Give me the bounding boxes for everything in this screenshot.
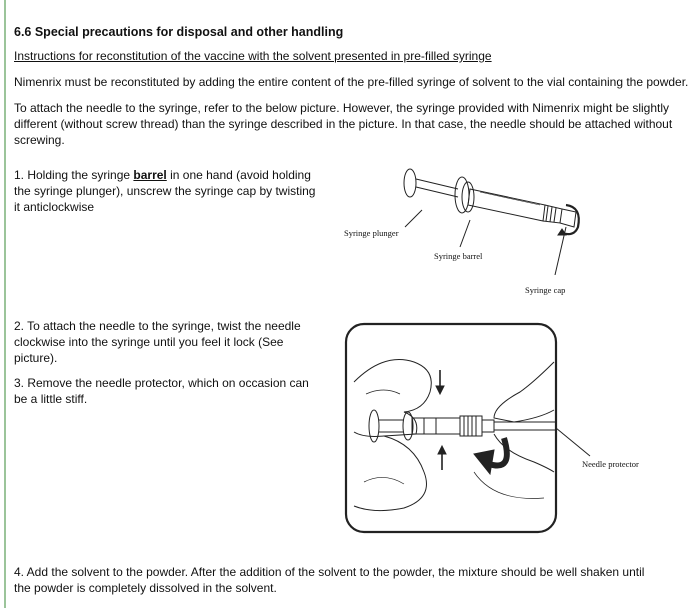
step-2-line-2: clockwise into the syringe until you feel it lock (See bbox=[14, 335, 284, 349]
up-arrow bbox=[438, 446, 446, 454]
plunger-leader bbox=[405, 210, 422, 227]
attach-paragraph-line-2: different (without screw thread) than the syringe described in the picture. In that case, the needle should be attached without bbox=[14, 117, 673, 131]
step-2-line-1: 2. To attach the needle to the syringe, twist the needle bbox=[14, 319, 301, 333]
figure-frame bbox=[346, 324, 556, 532]
syringe-barrel-body bbox=[468, 189, 545, 221]
section-subheading: Instructions for reconstitution of the vaccine with the solvent presented in pre-filled syringe bbox=[14, 49, 492, 63]
plunger-flange bbox=[369, 410, 379, 442]
step-3-line-2: be a little stiff. bbox=[14, 392, 88, 406]
step-3-line-1: 3. Remove the needle protector, which on occasion can bbox=[14, 376, 309, 390]
label-syringe-plunger: Syringe plunger bbox=[344, 228, 399, 238]
attach-paragraph-line-1: To attach the needle to the syringe, refer to the below picture. However, the syringe provided with Nimenrix might be slightly bbox=[14, 101, 670, 115]
needle-protector-leader bbox=[556, 428, 590, 456]
needle-attachment-figure bbox=[344, 322, 664, 536]
barrel-emphasis: barrel bbox=[133, 168, 167, 182]
down-arrow bbox=[436, 386, 444, 394]
section-heading: 6.6 Special precautions for disposal and other handling bbox=[14, 25, 344, 39]
step-2-line-3: picture). bbox=[14, 351, 58, 365]
needle-protector bbox=[494, 422, 556, 430]
left-margin-bar bbox=[4, 0, 6, 608]
right-hand-outline bbox=[494, 362, 554, 422]
label-needle-protector: Needle protector bbox=[582, 459, 639, 469]
intro-paragraph: Nimenrix must be reconstituted by adding the entire content of the pre-filled syringe of solvent to the vial containing the powder. bbox=[14, 75, 688, 89]
step-1-line-3: it anticlockwise bbox=[14, 200, 95, 214]
syringe-cap bbox=[560, 209, 576, 227]
needle-hub bbox=[460, 416, 482, 436]
left-hand-outline bbox=[354, 360, 431, 437]
attach-paragraph-line-3: screwing. bbox=[14, 133, 65, 147]
label-syringe-cap: Syringe cap bbox=[525, 285, 566, 295]
plunger-flange bbox=[404, 169, 416, 197]
step-4-line-2: the powder is completely dissolved in the solvent. bbox=[14, 581, 277, 595]
step-1-line-2: the syringe plunger), unscrew the syringe cap by twisting bbox=[14, 184, 316, 198]
barrel-leader bbox=[460, 220, 470, 247]
label-syringe-barrel: Syringe barrel bbox=[434, 251, 483, 261]
step-1-line-1: 1. Holding the syringe barrel in one hand (avoid holding bbox=[14, 168, 311, 182]
step-4-line-1: 4. Add the solvent to the powder. After the addition of the solvent to the powder, the mixture should be well shaken until bbox=[14, 565, 645, 579]
